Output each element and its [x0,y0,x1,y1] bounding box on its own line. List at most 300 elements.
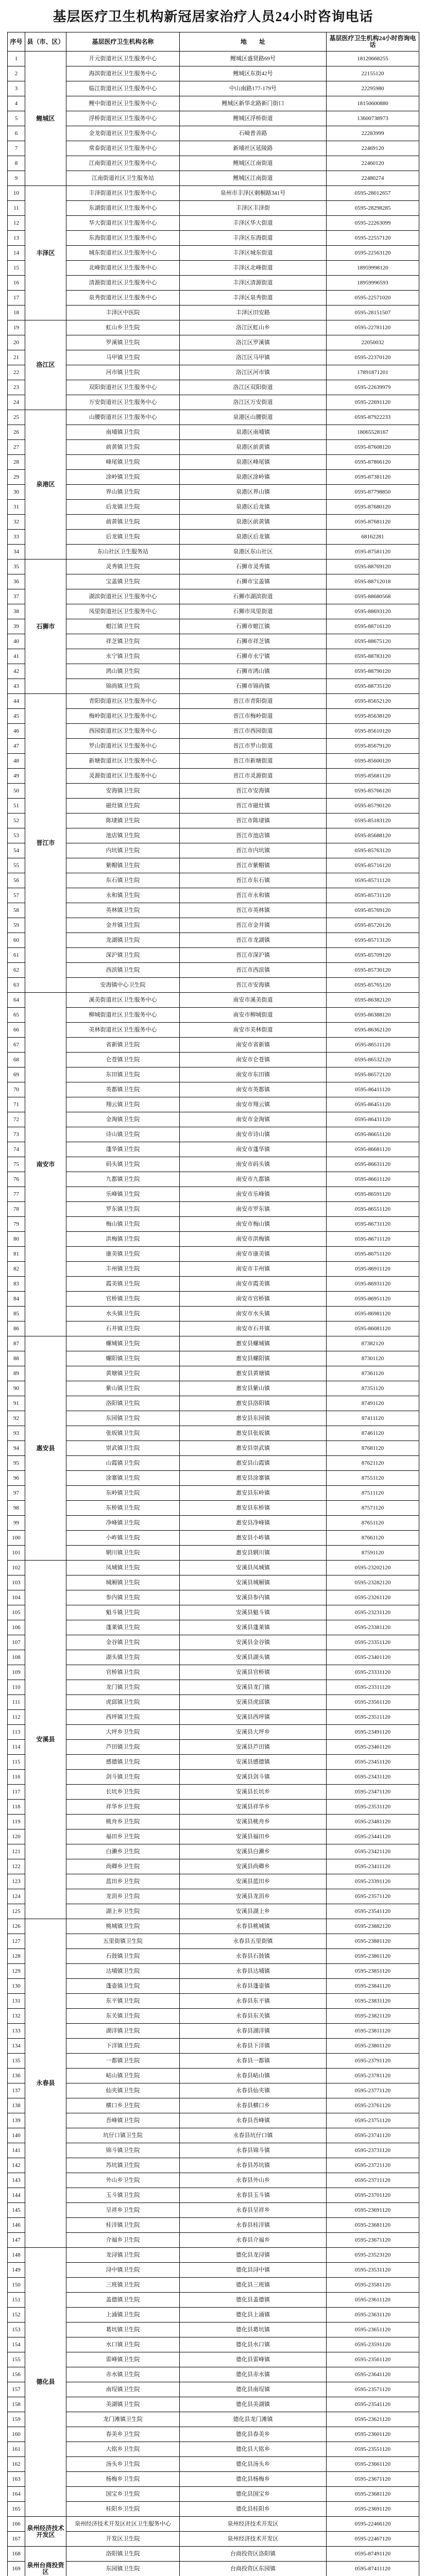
address-cell: 泉港区前黄镇 [180,515,327,530]
phone-cell: 22155120 [327,66,419,81]
county-cell: 南安市 [25,993,66,1336]
phone-cell: 0595-23831120 [327,1994,419,2009]
address-cell: 永春县呈祥乡 [180,2203,327,2218]
row-index: 13 [8,231,25,246]
row-index: 68 [8,1053,25,1067]
address-cell: 惠安县小岞镇 [180,1531,327,1546]
table-row [8,2069,419,2083]
institution-cell: 永宁镇卫生院 [66,649,180,664]
institution-cell: 祥华乡卫生院 [66,1800,180,1815]
phone-cell: 0595-23421120 [327,1844,419,1859]
address-cell: 惠安县辋川镇 [180,1546,327,1561]
institution-cell: 罗山街道社区卫生服务中心 [66,739,180,754]
table-row [8,2233,419,2248]
phone-cell: 0595-23531120 [327,1800,419,1815]
institution-cell: 东岭镇卫生院 [66,1486,180,1501]
table-row [8,933,419,948]
phone-cell: 0595-88693120 [327,604,419,619]
phone-cell: 0595-85652120 [327,694,419,709]
address-cell: 永春县达埔镇 [180,1964,327,1979]
phone-cell: 0595-23541120 [327,2397,419,2412]
institution-cell: 池店镇卫生院 [66,828,180,843]
row-index: 12 [8,216,25,231]
table-row [8,306,419,320]
institution-cell: 灵秀镇卫生院 [66,560,180,574]
row-index: 117 [8,1785,25,1800]
phone-cell: 0595-23571120 [327,2382,419,2397]
table-row [8,1247,419,1262]
table-row [8,2054,419,2069]
address-cell: 惠安县张坂镇 [180,1426,327,1441]
row-index: 157 [8,2382,25,2397]
address-cell: 晋江市罗山街道 [180,739,327,754]
table-row [8,156,419,171]
phone-cell: 0595-23731120 [327,2143,419,2158]
phone-cell: 0595-86572120 [327,1067,419,1082]
phone-cell: 87301120 [327,1351,419,1366]
address-cell: 安溪县城厢镇 [180,1575,327,1590]
table-row [8,52,419,66]
address-cell: 永春县锦斗镇 [180,2143,327,2158]
table-row [8,694,419,709]
institution-cell: 横口乡卫生院 [66,2098,180,2113]
address-cell: 德化县浔中镇 [180,2263,327,2278]
address-cell: 德化县美湖镇 [180,2397,327,2412]
row-index: 104 [8,1590,25,1605]
phone-cell: 0595-23561120 [327,1695,419,1710]
address-cell: 安溪县湖头镇 [180,1650,327,1665]
institution-cell: 内坑镇卫生院 [66,843,180,858]
row-index: 39 [8,619,25,634]
row-index: 83 [8,1277,25,1292]
institution-cell: 锦尚镇卫生院 [66,679,180,694]
row-index: 21 [8,350,25,365]
phone-cell: 87621120 [327,1456,419,1471]
table-row [8,1097,419,1112]
address-cell: 永春县横口乡 [180,2098,327,2113]
table-row [8,888,419,903]
row-index: 115 [8,1755,25,1770]
address-cell: 石狮市锦尚镇 [180,679,327,694]
row-index: 24 [8,395,25,410]
table-row [8,515,419,530]
row-index: 69 [8,1067,25,1082]
phone-cell: 18065528167 [327,425,419,440]
row-index: 55 [8,858,25,873]
address-cell: 永春县桂洋镇 [180,2218,327,2233]
table-row [8,1755,419,1770]
address-cell: 晋江市磁灶镇 [180,799,327,814]
table-row [8,1336,419,1351]
institution-cell: 深沪镇卫生院 [66,948,180,963]
phone-cell: 0595-86981120 [327,1307,419,1321]
row-index: 150 [8,2278,25,2293]
institution-cell: 码头镇卫生院 [66,1157,180,1172]
institution-cell: 霞美镇卫生院 [66,1277,180,1292]
address-cell: 德化县杨梅乡 [180,2472,327,2487]
table-row [8,276,419,291]
table-row [8,500,419,515]
institution-cell: 祥芝镇卫生院 [66,634,180,649]
address-cell: 南安市翔云镇 [180,1097,327,1112]
row-index: 89 [8,1366,25,1381]
row-index: 17 [8,291,25,306]
address-cell: 石狮市宝盖镇 [180,574,327,589]
address-cell: 泉州经济技术开发区 [180,2517,327,2532]
row-index: 1 [8,52,25,66]
phone-cell: 87551120 [327,1471,419,1486]
institution-cell: 锦斗镇卫生院 [66,2143,180,2158]
row-index: 94 [8,1441,25,1456]
phone-cell: 0595-23882120 [327,1919,419,1934]
table-row [8,1844,419,1859]
table-row [8,1023,419,1038]
address-cell: 德化县国宝乡 [180,2487,327,2502]
phone-cell: 0595-23711120 [327,2173,419,2188]
table-row [8,231,419,246]
table-row [8,66,419,81]
table-row [8,1590,419,1605]
table-row [8,1008,419,1023]
institution-cell: 永和镇卫生院 [66,888,180,903]
row-index: 5 [8,111,25,126]
row-index: 46 [8,724,25,739]
row-index: 91 [8,1396,25,1411]
row-index: 56 [8,873,25,888]
institution-cell: 感德镇卫生院 [66,1755,180,1770]
row-index: 71 [8,1097,25,1112]
table-row [8,216,419,231]
header-row [8,32,419,52]
phone-cell: 0595-23581120 [327,2278,419,2293]
phone-cell: 0595-86931120 [327,1277,419,1292]
phone-cell: 0595-85711120 [327,873,419,888]
phone-cell: 0595-88783120 [327,649,419,664]
table-row [8,1471,419,1486]
phone-cell: 0595-23631120 [327,2308,419,2323]
row-index: 51 [8,799,25,814]
institution-cell: 湖滨街道社区卫生服务中心 [66,589,180,604]
address-cell: 安溪县剑斗镇 [180,1770,327,1785]
address-cell: 南安市丰州镇 [180,1262,327,1277]
phone-cell: 0595-23561120 [327,2352,419,2367]
row-index: 25 [8,410,25,425]
address-cell: 安溪县大坪乡 [180,1725,327,1740]
row-index: 53 [8,828,25,843]
table-row [8,2158,419,2173]
row-index: 90 [8,1381,25,1396]
phone-cell: 0595-85769120 [327,903,419,918]
phone-cell: 0595-87491120 [327,2547,419,2562]
row-index: 125 [8,1904,25,1919]
row-index: 139 [8,2113,25,2128]
row-index: 141 [8,2143,25,2158]
institution-cell: 汤头乡卫生院 [66,2457,180,2472]
address-cell: 德化县春美乡 [180,2427,327,2442]
table-row [8,1919,419,1934]
table-row [8,1979,419,1994]
institution-cell: 临江街道社区卫生服务中心 [66,81,180,96]
row-index: 126 [8,1919,25,1934]
address-cell: 泉港区界山镇 [180,485,327,500]
institution-cell: 紫帽镇卫生院 [66,858,180,873]
row-index: 35 [8,560,25,574]
phone-cell: 17891871201 [327,365,419,380]
table-row [8,739,419,754]
row-index: 28 [8,455,25,470]
consultation-table [7,32,419,2576]
institution-cell: 美林街道社区卫生服务中心 [66,1023,180,1038]
address-cell: 惠安县东岭镇 [180,1486,327,1501]
address-cell: 晋江市安海镇 [180,978,327,993]
institution-cell: 石井镇卫生院 [66,1321,180,1336]
institution-cell: 桂洋镇卫生院 [66,2218,180,2233]
institution-cell: 仑苍镇卫生院 [66,1053,180,1067]
table-row [8,1277,419,1292]
address-cell: 惠安县涂寨镇 [180,1471,327,1486]
address-cell: 泉港区前黄镇 [180,440,327,455]
row-index: 65 [8,1008,25,1023]
table-row [8,873,419,888]
address-cell: 永春县玉斗镇 [180,2188,327,2203]
address-cell: 安溪县湖上乡 [180,1904,327,1919]
address-cell: 南安市英都镇 [180,1082,327,1097]
table-row [8,2263,419,2278]
institution-cell: 后龙镇卫生院 [66,530,180,545]
phone-cell: 0595-23451120 [327,1755,419,1770]
table-row [8,395,419,410]
address-cell: 洛江区罗溪镇 [180,335,327,350]
institution-cell: 紫山镇卫生院 [66,1381,180,1396]
phone-cell: 0595-86388120 [327,1008,419,1023]
institution-cell: 梅岭街道社区卫生服务中心 [66,709,180,724]
institution-cell: 春美乡卫生院 [66,2427,180,2442]
phone-cell: 0595-85183120 [327,814,419,828]
table-row [8,1904,419,1919]
table-row [8,1620,419,1635]
phone-cell: 22295980 [327,81,419,96]
institution-cell: 东山社区卫生服务站 [66,545,180,560]
phone-cell: 0595-23861120 [327,1949,419,1964]
institution-cell: 金井镇卫生院 [66,918,180,933]
address-cell: 德化县龙门滩镇 [180,2412,327,2427]
address-cell: 安溪县长坑乡 [180,1785,327,1800]
institution-cell: 湖洋镇卫生院 [66,2024,180,2039]
table-row [8,1605,419,1620]
institution-cell: 东海街道社区卫生服务中心 [66,231,180,246]
address-cell: 德化县盖德镇 [180,2293,327,2308]
institution-cell: 湖上乡卫生院 [66,1904,180,1919]
institution-cell: 河市镇卫生院 [66,365,180,380]
institution-cell: 新塘街道社区卫生服务中心 [66,754,180,769]
address-cell: 安溪县官桥镇 [180,1665,327,1680]
address-cell: 永春县外山乡 [180,2173,327,2188]
institution-cell: 双阳街道社区卫生服务中心 [66,380,180,395]
phone-cell: 0595-23721120 [327,2158,419,2173]
institution-cell: 杨梅乡卫生院 [66,2472,180,2487]
table-row [8,1531,419,1546]
institution-cell: 蓬华镇卫生院 [66,1142,180,1157]
row-index: 123 [8,1874,25,1889]
institution-cell: 赤水镇卫生院 [66,2367,180,2382]
row-index: 154 [8,2337,25,2352]
table-row [8,1232,419,1247]
row-index: 168 [8,2547,25,2562]
address-cell: 洛江区马甲镇 [180,350,327,365]
phone-cell: 13600738973 [327,111,419,126]
row-index: 85 [8,1307,25,1321]
phone-cell: 0595-23761120 [327,2098,419,2113]
table-row [8,2039,419,2054]
phone-cell: 0595-22467120 [327,2532,419,2547]
address-cell: 南安市罗东镇 [180,1202,327,1217]
table-row [8,2173,419,2188]
row-index: 88 [8,1351,25,1366]
address-cell: 洛江区万安街道 [180,395,327,410]
institution-cell: 乐峰镇卫生院 [66,1187,180,1202]
row-index: 162 [8,2457,25,2472]
address-cell: 安溪县金谷镇 [180,1635,327,1650]
institution-cell: 马甲镇卫生院 [66,350,180,365]
address-cell: 泉港区后龙镇 [180,500,327,515]
table-row [8,604,419,619]
row-index: 113 [8,1725,25,1740]
address-cell: 安溪县虎邱镇 [180,1695,327,1710]
address-cell: 惠安县崇武镇 [180,1441,327,1456]
row-index: 22 [8,365,25,380]
address-cell: 安溪县尚卿乡 [180,1859,327,1874]
row-index: 82 [8,1262,25,1277]
table-row [8,560,419,574]
table-row [8,440,419,455]
phone-cell: 0595-22466120 [327,2517,419,2532]
row-index: 131 [8,1994,25,2009]
phone-cell: 0595-23461120 [327,1740,419,1755]
table-row [8,2412,419,2427]
institution-cell: 山腰街道社区卫生服务中心 [66,410,180,425]
institution-cell: 泉秀街道社区卫生服务中心 [66,291,180,306]
institution-cell: 丰泽区中医院 [66,306,180,320]
institution-cell: 凤里街道社区卫生服务中心 [66,604,180,619]
phone-cell: 0595-28151507 [327,306,419,320]
table-row [8,2278,419,2293]
institution-cell: 官桥镇卫生院 [66,1665,180,1680]
phone-cell: 0595-85790120 [327,799,419,814]
institution-cell: 虹山乡卫生院 [66,320,180,335]
address-cell: 石狮市鸿山镇 [180,664,327,679]
phone-cell: 0595-86651120 [327,1127,419,1142]
institution-cell: 界山镇卫生院 [66,485,180,500]
row-index: 27 [8,440,25,455]
address-cell: 新埔社区延陵路 [180,141,327,156]
phone-cell: 0595-86411120 [327,1082,419,1097]
institution-cell: 金龙街道社区卫生服务中心 [66,126,180,141]
address-cell: 永春县石鼓镇 [180,1949,327,1964]
address-cell: 永春县苏坑镇 [180,2158,327,2173]
institution-cell: 城东街道社区卫生服务中心 [66,246,180,261]
phone-cell: 0595-86631120 [327,1157,419,1172]
address-cell: 晋江市池店镇 [180,828,327,843]
table-row [8,1411,419,1426]
phone-cell: 0595-87798850 [327,485,419,500]
phone-cell: 0595-23661120 [327,2457,419,2472]
row-index: 66 [8,1023,25,1038]
address-cell: 泉港区东山社区 [180,545,327,560]
address-cell: 南安市水头镇 [180,1307,327,1321]
table-row [8,350,419,365]
institution-cell: 官桥镇卫生院 [66,1292,180,1307]
address-cell: 石狮市蚶江镇 [180,619,327,634]
address-cell: 安溪县福田乡 [180,1829,327,1844]
row-index: 34 [8,545,25,560]
row-index: 136 [8,2069,25,2083]
phone-cell: 68162281 [327,530,419,545]
institution-cell: 苏坑镇卫生院 [66,2158,180,2173]
table-row [8,1815,419,1829]
phone-cell: 0595-23851120 [327,1964,419,1979]
address-cell: 南安市诗山镇 [180,1127,327,1142]
institution-cell: 东关镇卫生院 [66,2009,180,2024]
row-index: 149 [8,2263,25,2278]
table-row [8,1172,419,1187]
table-row [8,1142,419,1157]
address-cell: 晋江市灵源街道 [180,769,327,784]
address-cell: 石崎普善路 [180,126,327,141]
phone-cell: 0595-22263099 [327,216,419,231]
table-row [8,1934,419,1949]
row-index: 4 [8,96,25,111]
table-row [8,724,419,739]
phone-cell: 0595-23381120 [327,1620,419,1635]
phone-cell: 0595-23401120 [327,1650,419,1665]
address-cell: 丰泽区田安路 [180,306,327,320]
table-row [8,1217,419,1232]
institution-cell: 南埔镇卫生院 [66,425,180,440]
address-cell: 永春县东平镇 [180,1994,327,2009]
address-cell: 石狮市祥芝镇 [180,634,327,649]
address-cell: 安溪县西坪镇 [180,1710,327,1725]
table-row [8,1575,419,1590]
institution-cell: 金淘镇卫生院 [66,1112,180,1127]
institution-cell: 龙门镇卫生院 [66,1680,180,1695]
table-row [8,470,419,485]
address-cell: 惠安县黄塘镇 [180,1366,327,1381]
institution-cell: 大坪乡卫生院 [66,1725,180,1740]
phone-cell: 0595-87411120 [327,2562,419,2576]
institution-cell: 玉斗镇卫生院 [66,2188,180,2203]
row-index: 130 [8,1979,25,1994]
phone-cell: 0595-23751120 [327,2113,419,2128]
address-cell: 永春县桃城镇 [180,1919,327,1934]
institution-cell: 峰尾镇卫生院 [66,455,180,470]
address-cell: 鲤城区东街42号 [180,66,327,81]
table-row [8,530,419,545]
row-index: 7 [8,141,25,156]
row-index: 111 [8,1695,25,1710]
row-index: 105 [8,1605,25,1620]
table-row [8,2098,419,2113]
phone-cell: 0595-23491120 [327,1725,419,1740]
table-row [8,1426,419,1441]
header-address: 地 址 [180,32,327,52]
institution-cell: 雷峰镇卫生院 [66,2352,180,2367]
address-cell: 晋江市内坑镇 [180,843,327,858]
row-index: 138 [8,2098,25,2113]
address-cell: 晋江市英林镇 [180,903,327,918]
table-row [8,2337,419,2352]
table-row [8,2293,419,2308]
row-index: 20 [8,335,25,350]
